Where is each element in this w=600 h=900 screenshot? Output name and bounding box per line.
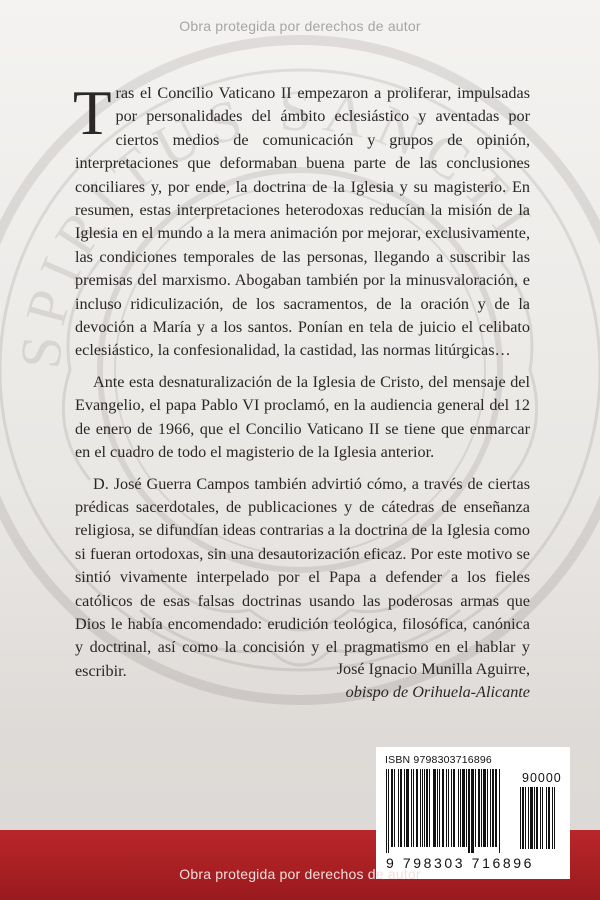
signature-name: José Ignacio Munilla Aguirre, xyxy=(336,660,530,678)
barcode-bars xyxy=(386,769,516,855)
signature-block xyxy=(337,658,530,704)
drop-cap: T xyxy=(73,78,112,148)
paragraph-2: Ante esta desnaturalización de la Iglesia de Cristo, del mensaje del Evangelio, el papa Pablo VI proclamó, en la audiencia general del 12 de enero de 1966, que el Concilio Vaticano II se tiene que enmarcar en el cuadro de todo el magisterio de la Iglesia anterior. xyxy=(75,372,530,462)
seal-text: SPIRITUS SANCTI xyxy=(7,77,550,372)
paragraph-1-text: ras el Concilio Vaticano II empezaron a proliferar, impulsadas por personalidades del ámbito eclesiástico y aventadas por ciertos medios de comunicación y grupos de opinión, interpretaciones que deformaban buena parte de las conclusiones conciliares y, por ende, la doctrina de la Iglesia y su magisterio. En resumen, estas interpretaciones heterodoxas reducían la misión de la Iglesia en el mundo a la mera animación por mejorar, exclusivamente, las condiciones temporales de las personas, llegando a suscribir las premisas del marxismo. Abogaban también por la minusvaloración, e incluso ridiculización, de los sacramentos, de la oración y de la devoción a María y a los santos. Ponían en tela de juicio el celibato eclesiástico, la confesionalidad, la castidad, las normas litúrgicas… xyxy=(75,84,530,360)
back-cover-text xyxy=(73,78,530,683)
isbn-label: ISBN 9798303716896 xyxy=(385,754,492,766)
copyright-watermark-bottom: Obra protegida por derechos de autor xyxy=(179,866,421,882)
paragraph-3: D. José Guerra Campos también advirtió cómo, a través de ciertas prédicas sacerdotales, de publicaciones y de cátedras de enseñanza religiosa, se difundían ideas contrarias a la doctrina de la Iglesia como si fueran ortodoxas, sin una desautorización eficaz. Por este motivo se sintió vivamente interpelado por el Papa a defender a los fieles católicos de esas falsas doctrinas usando las poderosas armas que Dios le había encomendado: erudición teológica, filosófica, canónica y doctrinal, así como la concisión y el pragmatismo en el hablar y escribir. xyxy=(75,474,530,680)
paragraph-1 xyxy=(73,78,530,363)
addon-barcode-bars xyxy=(520,787,562,853)
signature-role: obispo de Orihuela-Alicante xyxy=(345,683,530,701)
copyright-watermark-top: Obra protegida por derechos de autor xyxy=(179,18,421,34)
isbn-digits: 9 798303 716896 xyxy=(386,855,534,871)
price-code: 90000 xyxy=(522,771,562,785)
isbn-barcode-box xyxy=(376,747,570,879)
